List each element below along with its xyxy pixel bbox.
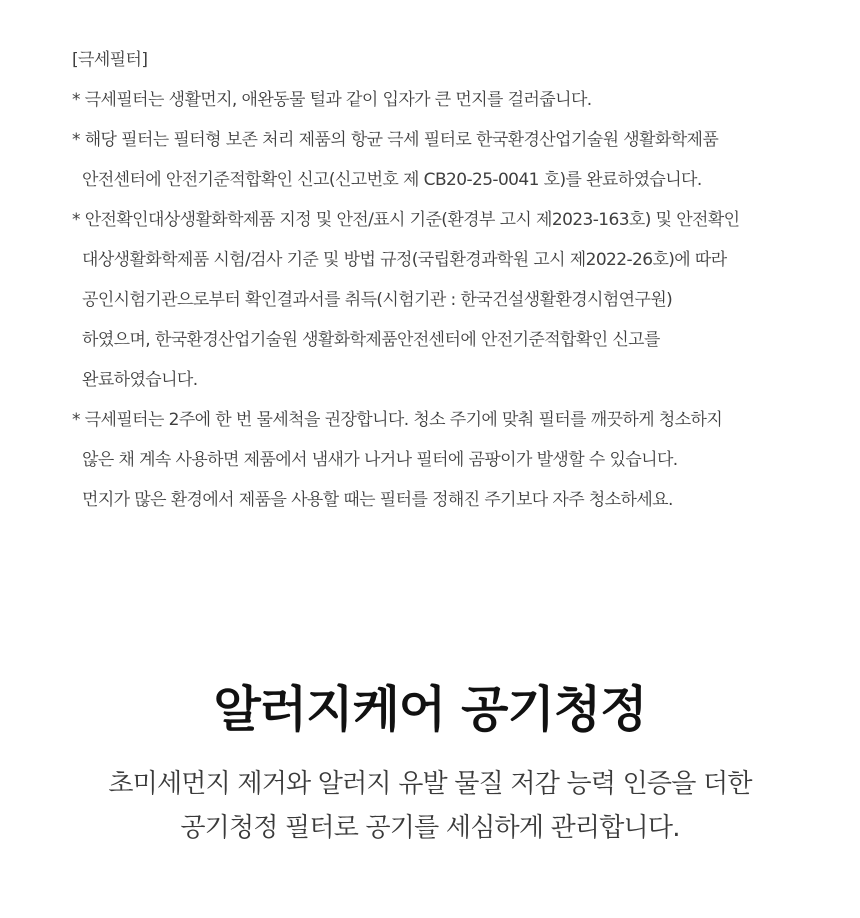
section-title: 알러지케어 공기청정 — [213, 681, 647, 738]
filter-notice-section — [72, 40, 802, 520]
notice-item-cleaning — [72, 400, 802, 520]
notice-line: 완료하였습니다. — [82, 370, 198, 390]
notice-item-antibacterial — [72, 120, 802, 200]
notice-line: * 극세필터는 생활먼지, 애완동물 털과 같이 입자가 큰 먼지를 걸러줍니다. — [72, 90, 592, 110]
notice-line: * 안전확인대상생활화학제품 지정 및 안전/표시 기준(환경부 고시 제2023-163호) 및 안전확인 — [72, 210, 740, 230]
notice-line: 대상생활화학제품 시험/검사 기준 및 방법 규정(국립환경과학원 고시 제2022-26호)에 따라 — [82, 250, 727, 270]
allergy-care-section — [0, 672, 860, 850]
description-line: 초미세먼지 제거와 알러지 유발 물질 저감 능력 인증을 더한 — [108, 769, 752, 799]
notice-line: 안전센터에 안전기준적합확인 신고(신고번호 제 CB20-25-0041 호)를 완료하였습니다. — [82, 170, 702, 190]
notice-line: 먼지가 많은 환경에서 제품을 사용할 때는 필터를 정해진 주기보다 자주 청소하세요. — [82, 490, 673, 510]
notice-item-certification — [72, 200, 802, 400]
notice-line: 하였으며, 한국환경산업기술원 생활화학제품안전센터에 안전기준적합확인 신고를 — [82, 330, 660, 350]
notice-line: * 해당 필터는 필터형 보존 처리 제품의 항균 극세 필터로 한국환경산업기술원 생활화학제품 — [72, 130, 719, 150]
notice-line: * 극세필터는 2주에 한 번 물세척을 권장합니다. 청소 주기에 맞춰 필터를 깨끗하게 청소하지 — [72, 410, 723, 430]
section-description — [0, 762, 860, 850]
notice-item-dust — [72, 80, 802, 120]
notice-heading: [극세필터] — [72, 50, 148, 70]
notice-line: 공인시험기관으로부터 확인결과서를 취득(시험기관 : 한국건설생활환경시험연구원) — [82, 290, 673, 310]
description-line: 공기청정 필터로 공기를 세심하게 관리합니다. — [180, 813, 680, 843]
notice-line: 않은 채 계속 사용하면 제품에서 냄새가 나거나 필터에 곰팡이가 발생할 수 있습니다. — [82, 450, 678, 470]
